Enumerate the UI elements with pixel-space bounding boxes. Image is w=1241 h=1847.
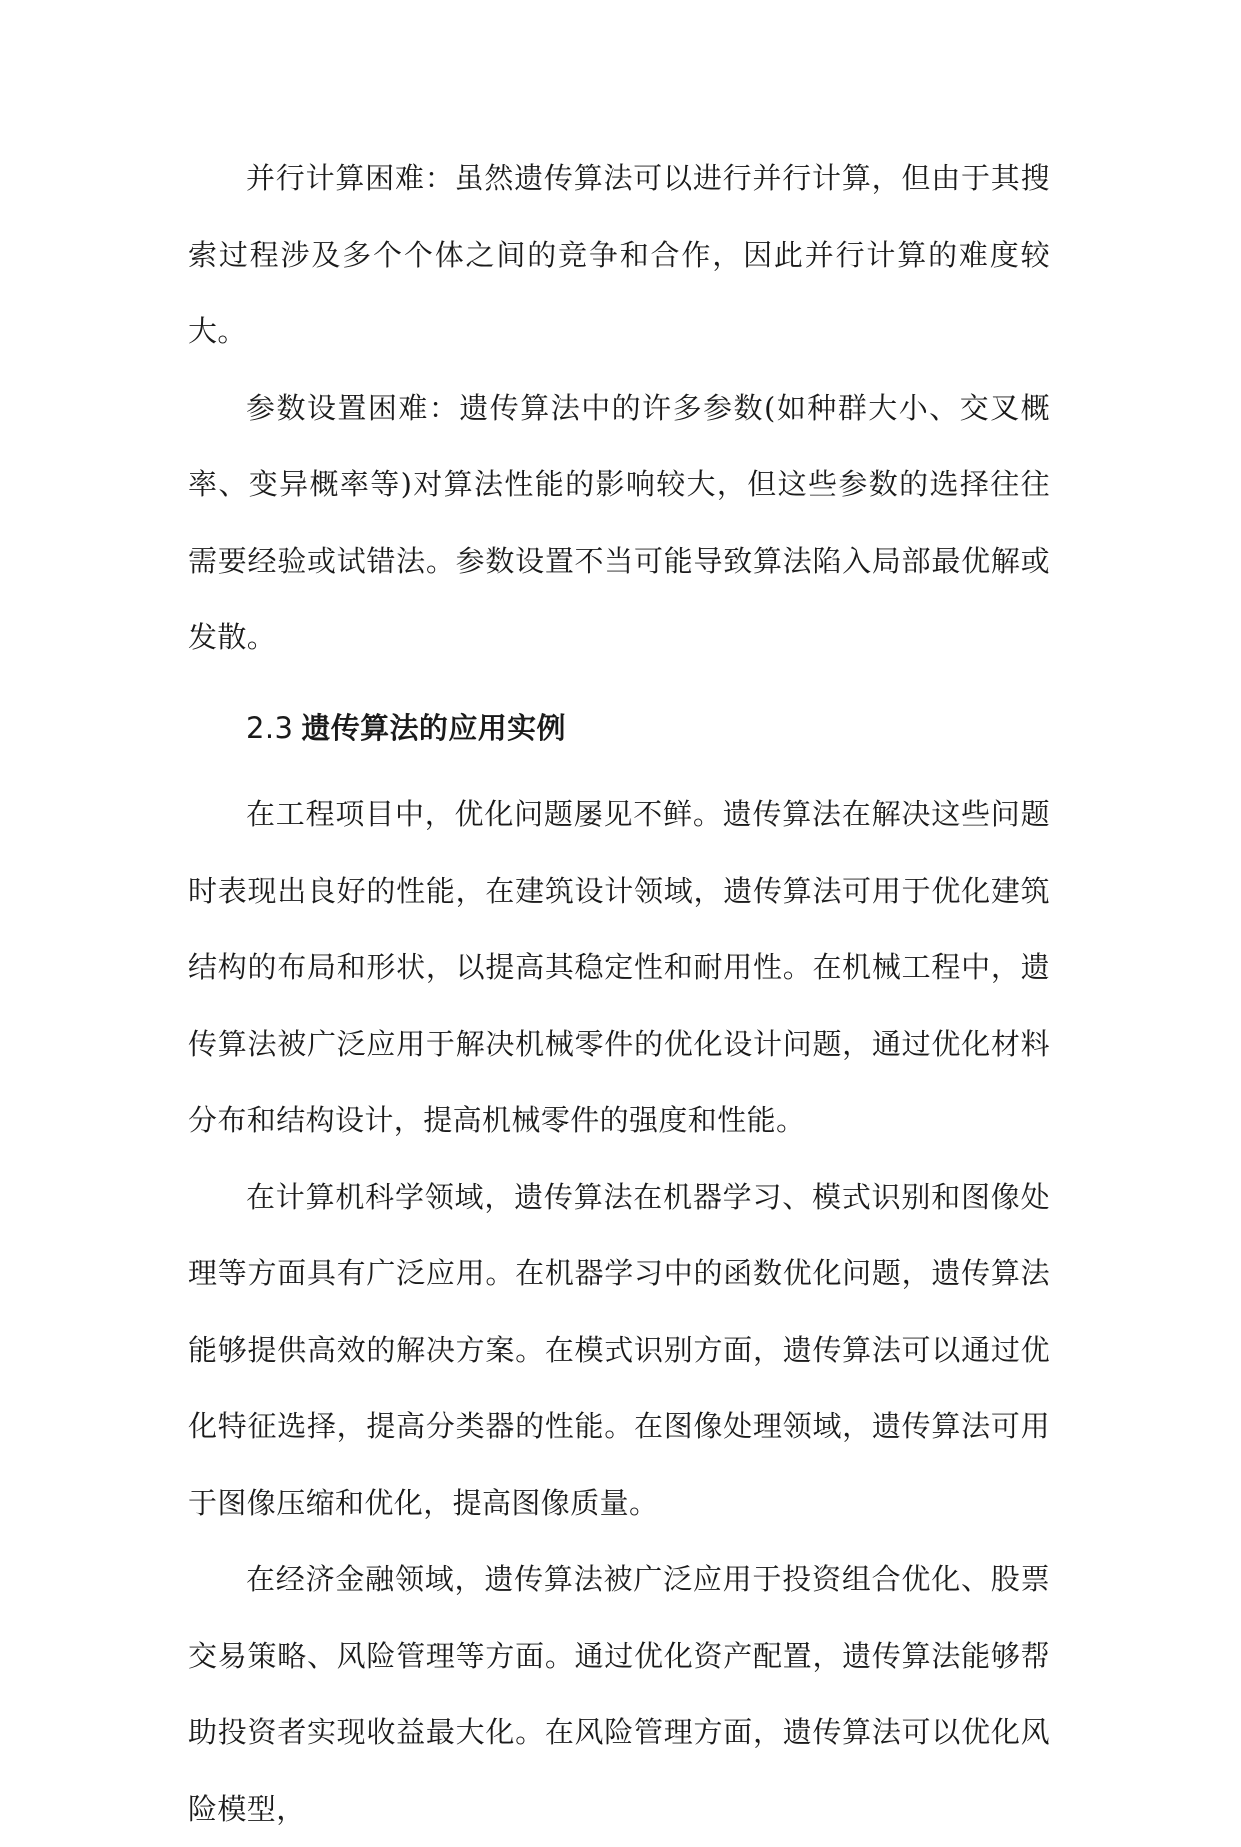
section-number: 2.3: [246, 710, 294, 745]
paragraph-parallel-computing-difficulty: 并行计算困难：虽然遗传算法可以进行并行计算，但由于其搜索过程涉及多个个体之间的竞争和合作，因此并行计算的难度较大。: [188, 161, 1050, 348]
paragraph-engineering-applications: 在工程项目中，优化问题屡见不鲜。遗传算法在解决这些问题时表现出良好的性能，在建筑设计领域，遗传算法可用于优化建筑结构的布局和形状，以提高其稳定性和耐用性。在机械工程中，遗传算法被广泛应用于解决机械零件的优化设计问题，通过优化材料分布和结构设计，提高机械零件的强度和性能。: [188, 797, 1050, 1137]
paragraph-finance-applications: 在经济金融领域，遗传算法被广泛应用于投资组合优化、股票交易策略、风险管理等方面。通过优化资产配置，遗传算法能够帮助投资者实现收益最大化。在风险管理方面，遗传算法可以优化风险模型，: [188, 1562, 1050, 1826]
section-heading: [188, 676, 1050, 777]
paragraph-computer-science-applications: 在计算机科学领域，遗传算法在机器学习、模式识别和图像处理等方面具有广泛应用。在机器学习中的函数优化问题，遗传算法能够提供高效的解决方案。在模式识别方面，遗传算法可以通过优化特征选择，提高分类器的性能。在图像处理领域，遗传算法可用于图像压缩和优化，提高图像质量。: [188, 1179, 1050, 1520]
document-page: [188, 140, 1050, 1826]
paragraph-parameter-setting-difficulty: 参数设置困难：遗传算法中的许多参数(如种群大小、交叉概率、变异概率等)对算法性能的影响较大，但这些参数的选择往往需要经验或试错法。参数设置不当可能导致算法陷入局部最优解或发散。: [188, 390, 1050, 654]
section-title: 遗传算法的应用实例: [301, 710, 566, 745]
